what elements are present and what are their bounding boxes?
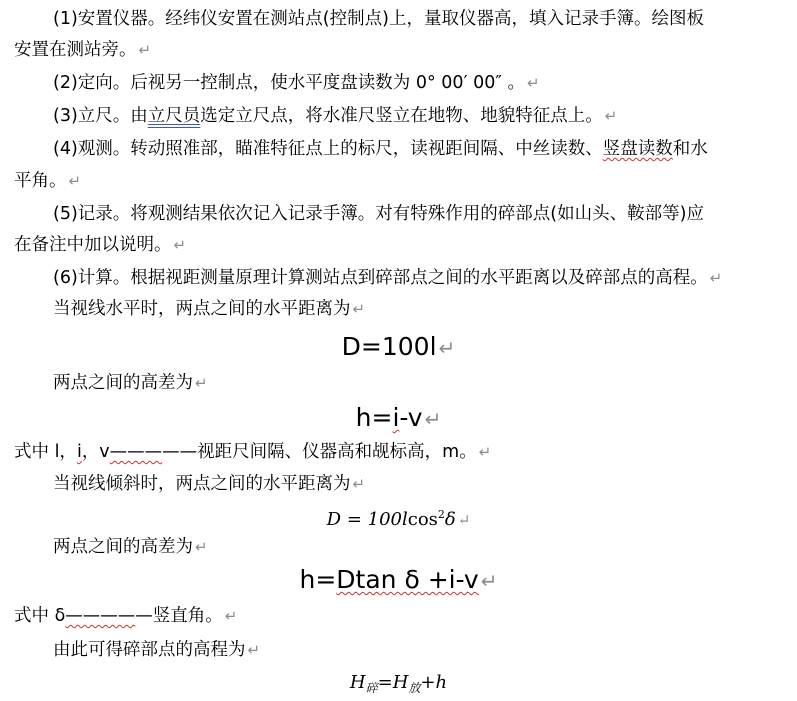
para-5-line-2: 在备注中加以说明。 ↵: [14, 235, 187, 255]
paragraph-mark-icon: ↵: [173, 236, 187, 254]
para-6: (6)计算。根据视距测量原理计算测站点到碎部点之间的水平距离以及碎部点的高程。 ↵: [53, 268, 723, 288]
paragraph-mark-icon: ↵: [438, 336, 456, 360]
paragraph-mark-icon: ↵: [195, 374, 208, 392]
paragraph-mark-icon: ↵: [352, 475, 366, 493]
spell-marked-dashes: ————: [65, 606, 136, 626]
paragraph-mark-icon: ↵: [68, 172, 82, 190]
para-1-line-1: (1)安置仪器。经纬仪安置在测站点(控制点)上，量取仪器高，填入记录手簿。绘图板: [53, 9, 704, 29]
para-2: (2)定向。后视另一控制点，使水平度盘读数为 0° 00′ 00″ 。 ↵: [53, 73, 540, 93]
spell-marked-word: i: [392, 403, 400, 432]
equation-height-difference: h=i-v ↵: [355, 403, 442, 432]
spell-marked-word: i: [76, 442, 82, 462]
sentence-elevation: 由此可得碎部点的高程为 ↵: [53, 640, 261, 660]
sentence-height-diff-2: 两点之间的高差为 ↵: [53, 537, 208, 557]
paragraph-mark-icon: ↵: [352, 300, 366, 318]
spell-marked-formula: Dtan δ +i-v: [336, 565, 479, 594]
para-4-line-1: (4)观测。转动照准部，瞄准特征点上的标尺，读视距间隔、中丝读数、竖盘读数和水: [53, 139, 708, 159]
equation-detail-point-elevation: $H_碎=H_放+h$: [349, 672, 448, 695]
equation-horizontal-distance: D=100l ↵: [341, 332, 456, 361]
sentence-horizontal-sight: 当视线水平时，两点之间的水平距离为 ↵: [53, 299, 366, 319]
paragraph-mark-icon: ↵: [195, 538, 208, 556]
sentence-inclined-sight: 当视线倾斜时，两点之间的水平距离为 ↵: [53, 474, 366, 494]
paragraph-mark-icon: ↵: [478, 443, 492, 461]
paragraph-mark-icon: ↵: [224, 607, 238, 625]
para-4-line-2: 平角。 ↵: [14, 171, 82, 191]
paragraph-mark-icon: ↵: [709, 269, 723, 287]
paragraph-mark-icon: ↵: [138, 41, 152, 59]
spell-marked-word: 竖盘读数: [602, 139, 673, 159]
para-5-line-1: (5)记录。将观测结果依次记入记录手簿。对有特殊作用的碎部点(如山头、鞍部等)应: [53, 204, 704, 224]
sentence-height-diff-1: 两点之间的高差为 ↵: [53, 373, 208, 393]
definition-delta: 式中 δ—————竖直角。 ↵: [14, 606, 238, 626]
equation-inclined-distance: D = 100lcos$^2$δ ↵: [326, 508, 471, 530]
definition-l-i-v: 式中 l，i，v—————视距尺间隔、仪器高和觇标高，m。 ↵: [14, 442, 492, 462]
paragraph-mark-icon: ↵: [480, 569, 498, 593]
paragraph-mark-icon: ↵: [526, 74, 540, 92]
paragraph-mark-icon: ↵: [457, 511, 471, 529]
equation-inclined-height-difference: h=Dtan δ +i-v ↵: [299, 565, 498, 594]
paragraph-mark-icon: ↵: [424, 407, 442, 431]
paragraph-mark-icon: ↵: [247, 641, 261, 659]
grammar-marked-word: 立尺员: [147, 106, 201, 126]
para-3: (3)立尺。由立尺员选定立尺点，将水准尺竖立在地物、地貌特征点上。 ↵: [53, 106, 618, 126]
spell-marked-dashes: ———: [109, 442, 163, 462]
paragraph-mark-icon: ↵: [604, 107, 618, 125]
para-1-line-2: 安置在测站旁。 ↵: [14, 40, 152, 60]
